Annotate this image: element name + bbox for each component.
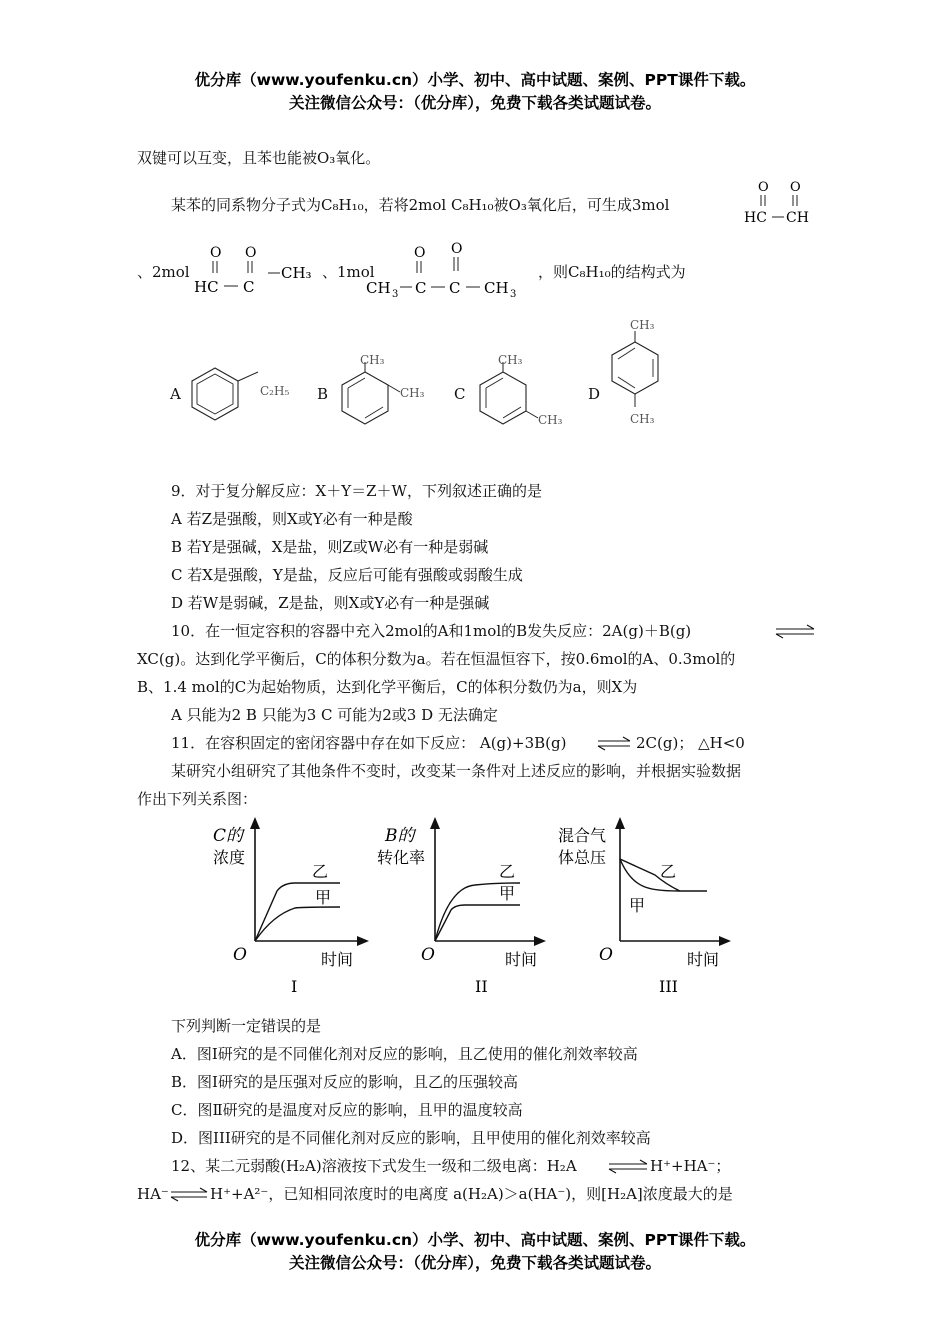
frag3-o-left: O (414, 245, 426, 261)
q11-line-1a: 11．在容积固定的密闭容器中存在如下反应： A(g)+3B(g) (171, 734, 567, 752)
ortho-methyl-top: CH₃ (360, 353, 385, 367)
header-line-2: 关注微信公众号：（优分库），免费下载各类试题试卷。 (288, 94, 661, 112)
graph-1-curve-label-jia: 甲 (315, 888, 332, 907)
q8-stem-b3: ，则C₈H₁₀的结构式为 (538, 263, 686, 281)
para-methyl-top: CH₃ (630, 318, 655, 332)
frag3-ch3-left: CH (366, 279, 391, 297)
graph-3-roman: III (659, 977, 678, 996)
graph-2-ylabel-2: 转化率 (377, 848, 426, 867)
frag2-c: C (243, 278, 255, 296)
frag1-hc: HC (744, 210, 767, 226)
q8-option-c-label: C (454, 385, 466, 403)
frag2-o-left: O (210, 245, 222, 261)
q10-options: A 只能为2 B 只能为3 C 可能为2或3 D 无法确定 (171, 706, 498, 724)
graph-1-roman: I (291, 977, 298, 996)
frag2-hc: HC (194, 278, 219, 296)
frag1-o-right: O (790, 180, 801, 195)
graph-1-curve-label-yi: 乙 (312, 862, 329, 881)
q11-option-b: B．图Ⅰ研究的是压强对反应的影响，且乙的压强较高 (171, 1073, 518, 1091)
q12-line-2b: H⁺+A²⁻，已知相同浓度时的电离度 a(H₂A)＞a(HA⁻)，则[H₂A]浓度最大的是 (210, 1185, 733, 1203)
footer-line-2: 关注微信公众号：（优分库），免费下载各类试题试卷。 (288, 1254, 661, 1272)
graph-1 (205, 815, 375, 1000)
graph-3-ylabel-2: 体总压 (558, 848, 607, 867)
equilibrium-arrow-q10 (775, 624, 815, 638)
frag3-sub-right: 3 (510, 289, 517, 300)
q12-line-1a: 12、某二元弱酸(H₂A)溶液按下式发生一级和二级电离：H₂A (171, 1157, 577, 1175)
graph-3-curve-label-jia: 甲 (629, 896, 646, 915)
q9-stem: 9．对于复分解反应：X＋Y＝Z＋W，下列叙述正确的是 (171, 482, 542, 500)
ionization-arrow-2 (170, 1187, 208, 1201)
q11-line-1b: 2C(g)； △H<0 (636, 734, 745, 752)
footer-line-1: 优分库（www.youfenku.cn）小学、初中、高中试题、案例、PPT课件下载。 (194, 1231, 756, 1249)
ortho-methyl-right: CH₃ (400, 386, 425, 400)
ethylbenzene-structure (190, 360, 300, 430)
ethyl-group: C₂H₅ (260, 384, 290, 398)
q11-line-3: 作出下列关系图： (137, 790, 258, 808)
q9-option-d: D 若W是弱碱，Z是盐，则X或Y必有一种是强碱 (171, 594, 490, 612)
graph-1-ylabel-2: 浓度 (213, 848, 246, 867)
q12-line-2a: HA⁻ (137, 1185, 169, 1203)
graph-3-xlabel: 时间 (687, 950, 720, 969)
frag2-ch3: CH₃ (281, 264, 312, 282)
q12-line-1b: H⁺+HA⁻； (650, 1157, 731, 1175)
q11-line-2: 某研究小组研究了其他条件不变时，改变某一条件对上述反应的影响，并根据实验数据 (171, 762, 742, 780)
graph-3-curve-label-yi: 乙 (660, 862, 677, 881)
frag2-o-right: O (245, 245, 257, 261)
frag3-c-right: C (449, 279, 461, 297)
frag3-c-left: C (415, 279, 427, 297)
q10-line-1: 10．在一恒定容积的容器中充入2mol的A和1mol的B发失反应：2A(g)＋B(g) (171, 622, 692, 640)
q10-line-2: XC(g)。达到化学平衡后，C的体积分数为a。若在恒温恒容下，按0.6mol的A、0.3mol的 (137, 650, 736, 668)
graph-2-origin: O (421, 945, 435, 965)
q8-option-a-label: A (170, 385, 181, 403)
graph-3-ylabel-1: 混合气 (558, 826, 607, 845)
frag3-ch3-right: CH (484, 279, 509, 297)
para-xylene-structure (610, 315, 690, 435)
graph-2-roman: II (475, 977, 488, 996)
para-methyl-bottom: CH₃ (630, 412, 655, 426)
frag1-o-left: O (758, 180, 769, 195)
frag3-o-right: O (451, 241, 463, 257)
graph-1-xlabel: 时间 (321, 950, 354, 969)
q10-line-3: B、1.4 mol的C为起始物质，达到化学平衡后，C的体积分数仍为a，则X为 (137, 678, 638, 696)
graph-2-curve-label-yi: 乙 (499, 862, 516, 881)
ortho-xylene-structure (340, 350, 440, 430)
frag3-sub-left: 3 (392, 289, 399, 300)
q8-stem-a: 某苯的同系物分子式为C₈H₁₀，若将2mol C₈H₁₀被O₃氧化后，可生成3mol (171, 196, 670, 214)
meta-methyl-top: CH₃ (498, 353, 523, 367)
q8-stem-b1: 、2mol (137, 263, 190, 281)
butanedione-structure (362, 238, 532, 300)
q9-option-c: C 若X是强酸，Y是盐，反应后可能有强酸或弱酸生成 (171, 566, 523, 584)
meta-xylene-structure (478, 350, 578, 432)
graph-1-origin: O (233, 945, 247, 965)
graph-2-curve-label-jia: 甲 (499, 884, 516, 903)
graph-3-origin: O (599, 945, 613, 965)
q11-option-d: D．图III研究的是不同催化剂对反应的影响，且甲使用的催化剂效率较高 (171, 1129, 651, 1147)
q11-option-a: A．图Ⅰ研究的是不同催化剂对反应的影响，且乙使用的催化剂效率较高 (171, 1045, 638, 1063)
methylglyoxal-structure (190, 240, 320, 300)
q8-option-b-label: B (317, 385, 329, 403)
glyoxal-structure (740, 178, 820, 228)
frag1-ch: CH (786, 210, 809, 226)
q11-option-c: C．图Ⅱ研究的是温度对反应的影响，且甲的温度较高 (171, 1101, 523, 1119)
q8-continuation: 双键可以互变，且苯也能被O₃氧化。 (137, 149, 381, 167)
meta-methyl-bottom: CH₃ (538, 413, 563, 427)
ionization-arrow-1 (608, 1159, 648, 1173)
q8-option-d-label: D (588, 385, 601, 403)
graph-2-xlabel: 时间 (505, 950, 538, 969)
q11-judge: 下列判断一定错误的是 (171, 1017, 322, 1035)
header-line-1: 优分库（www.youfenku.cn）小学、初中、高中试题、案例、PPT课件下载。 (194, 71, 756, 89)
graph-3 (555, 815, 740, 1000)
graph-1-ylabel-1: C的 (213, 826, 244, 846)
q8-stem-b2: 、1mol (322, 263, 375, 281)
graph-2-ylabel-1: B的 (385, 826, 415, 846)
equilibrium-arrow-q11 (597, 736, 631, 750)
q9-option-b: B 若Y是强碱，X是盐，则Z或W必有一种是弱碱 (171, 538, 489, 556)
graph-2 (375, 815, 550, 1000)
q9-option-a: A 若Z是强酸，则X或Y必有一种是酸 (171, 510, 413, 528)
graph-2-curve-jia (435, 905, 520, 941)
